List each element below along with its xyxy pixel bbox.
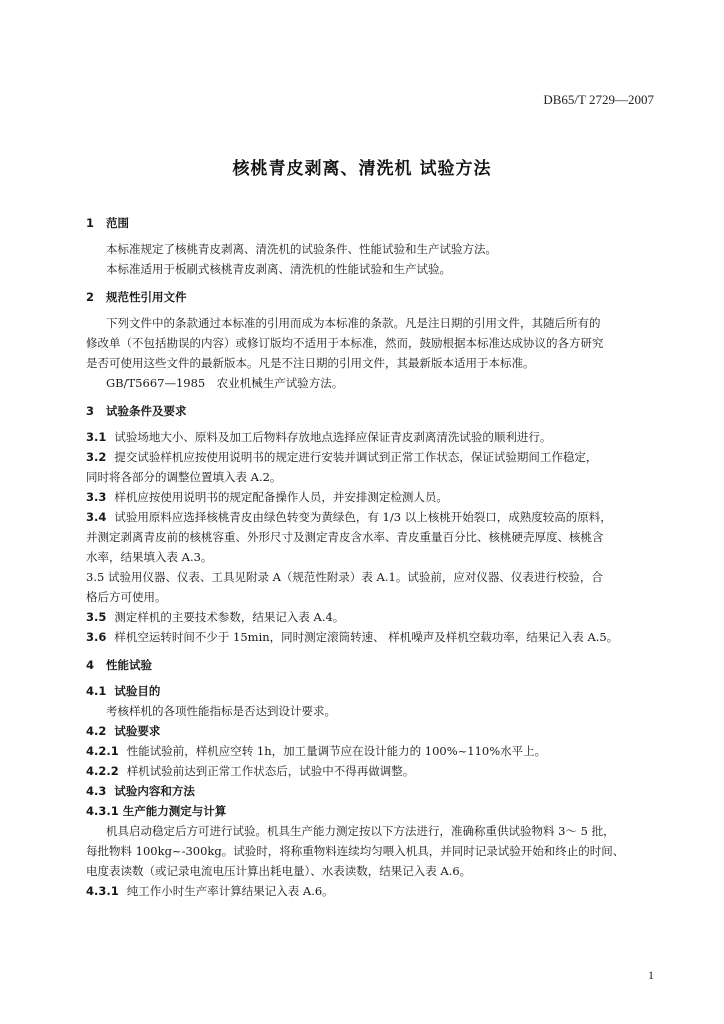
clause-continuation: 格后方可使用。	[86, 590, 167, 604]
paragraph-line: 本标准适用于板刷式核桃青皮剥离、清洗机的性能试验和生产试验。	[106, 262, 451, 276]
document-title: 核桃青皮剥离、清洗机 试验方法	[232, 159, 492, 179]
clause-text: 试验场地大小、原料及加工后物料存放地点选择应保证青皮剥离清洗试验的顺利进行。	[114, 430, 552, 444]
paragraph-line: 电度表读数（或记录电流电压计算出耗电量）、水表读数，结果记入表 A.6。	[86, 864, 472, 878]
clause-text: 提交试验样机应按使用说明书的规定进行安装并调试到正常工作状态，保证试验期间工作稳定，	[114, 450, 598, 464]
document-body	[86, 213, 656, 901]
clause-continuation: 水率，结果填入表 A.3。	[86, 550, 213, 564]
clause-text: 纯工作小时生产率计算结果记入表 A.6。	[126, 884, 334, 898]
reference-line: GB/T5667—1985 农业机械生产试验方法。	[106, 376, 344, 390]
clause-line	[86, 447, 656, 467]
subsection-heading: 4.3.1 生产能力测定与计算	[86, 804, 227, 818]
clause-continuation: 并测定剥离青皮前的核桃容重、外形尺寸及测定青皮含水率、青皮重量百分比、核桃硬壳厚度、核桃含	[86, 530, 604, 544]
section-heading-references	[86, 287, 656, 307]
clause-text: 样机试验前达到正常工作状态后，试验中不得再做调整。	[126, 764, 415, 778]
section-title: 试验条件及要求	[106, 404, 187, 418]
section-number: 1	[86, 216, 95, 230]
clause-line	[86, 507, 656, 527]
subsection-title: 试验目的	[114, 684, 161, 698]
clause-line	[86, 427, 656, 447]
clause-line	[86, 761, 656, 781]
clause-continuation: 同时将各部分的调整位置填入表 A.2。	[86, 470, 282, 484]
clause-text: 性能试验前，样机应空转 1h，加工量调节应在设计能力的 100%~110%水平上。	[126, 744, 547, 758]
clause-line	[86, 487, 656, 507]
clause-number: 4.2.1	[86, 744, 119, 758]
section-title: 性能试验	[106, 658, 153, 672]
subsection-number: 4.2	[86, 724, 107, 738]
page-number: 1	[648, 968, 654, 982]
section-number: 2	[86, 290, 95, 304]
paragraph-line: 是否可使用这些文件的最新版本。凡是不注日期的引用文件，其最新版本适用于本标准。	[86, 356, 535, 370]
clause-line	[86, 607, 656, 627]
section-heading-scope	[86, 213, 656, 233]
clause-number: 3.4	[86, 510, 107, 524]
clause-line: 3.5 试验用仪器、仪表、工具见附录 A（规范性附录）表 A.1。试验前，应对仪器、仪表进行校验，合	[86, 570, 603, 584]
subsection-number: 4.1	[86, 684, 107, 698]
paragraph-line: 本标准规定了核桃青皮剥离、清洗机的试验条件、性能试验和生产试验方法。	[106, 242, 497, 256]
clause-text: 样机空运转时间不少于 15min，同时测定滚筒转速、 样机噪声及样机空载功率，结果记入表 A.5。	[114, 630, 619, 644]
section-title: 范围	[106, 216, 130, 230]
clause-number: 3.6	[86, 630, 107, 644]
paragraph-line: 每批物料 100kg~-300kg。试验时，将称重物料连续均匀喂入机具，并同时记录试验开始和终止的时间、	[86, 844, 625, 858]
section-number: 3	[86, 404, 95, 418]
clause-text: 试验用原料应选择核桃青皮由绿色转变为黄绿色，有 1/3 以上核桃开始裂口，成熟度较高的原料，	[114, 510, 612, 524]
subsection-heading	[86, 781, 656, 801]
section-number: 4	[86, 658, 95, 672]
clause-number: 3.2	[86, 450, 107, 464]
paragraph-line: 修改单（不包括勘误的内容）或修订版均不适用于本标准，然而，鼓励根据本标准达成协议的各方研究	[86, 336, 604, 350]
clause-number: 3.3	[86, 490, 107, 504]
subsection-number: 4.3	[86, 784, 107, 798]
section-heading-conditions	[86, 401, 656, 421]
clause-text: 测定样机的主要技术参数，结果记入表 A.4。	[114, 610, 345, 624]
clause-number: 4.3.1	[86, 884, 119, 898]
document-code: DB65/T 2729—2007	[543, 92, 654, 107]
subsection-heading	[86, 681, 656, 701]
subsection-title: 试验要求	[114, 724, 161, 738]
paragraph-line: 考核样机的各项性能指标是否达到设计要求。	[106, 704, 336, 718]
subsection-heading	[86, 721, 656, 741]
clause-text: 样机应按使用说明书的规定配备操作人员，并安排测定检测人员。	[114, 490, 448, 504]
clause-line	[86, 627, 656, 647]
paragraph-line: 机具启动稳定后方可进行试验。机具生产能力测定按以下方法进行，准确称重供试验物料 3～ 5 批，	[106, 824, 615, 838]
subsection-title: 试验内容和方法	[114, 784, 195, 798]
paragraph-line: 下列文件中的条款通过本标准的引用而成为本标准的条款。凡是注日期的引用文件，其随后所有的	[106, 316, 601, 330]
clause-number: 4.2.2	[86, 764, 119, 778]
section-title: 规范性引用文件	[106, 290, 187, 304]
clause-line	[86, 741, 656, 761]
clause-line	[86, 881, 656, 901]
clause-number: 3.5	[86, 610, 107, 624]
clause-number: 3.1	[86, 430, 107, 444]
section-heading-performance	[86, 655, 656, 675]
